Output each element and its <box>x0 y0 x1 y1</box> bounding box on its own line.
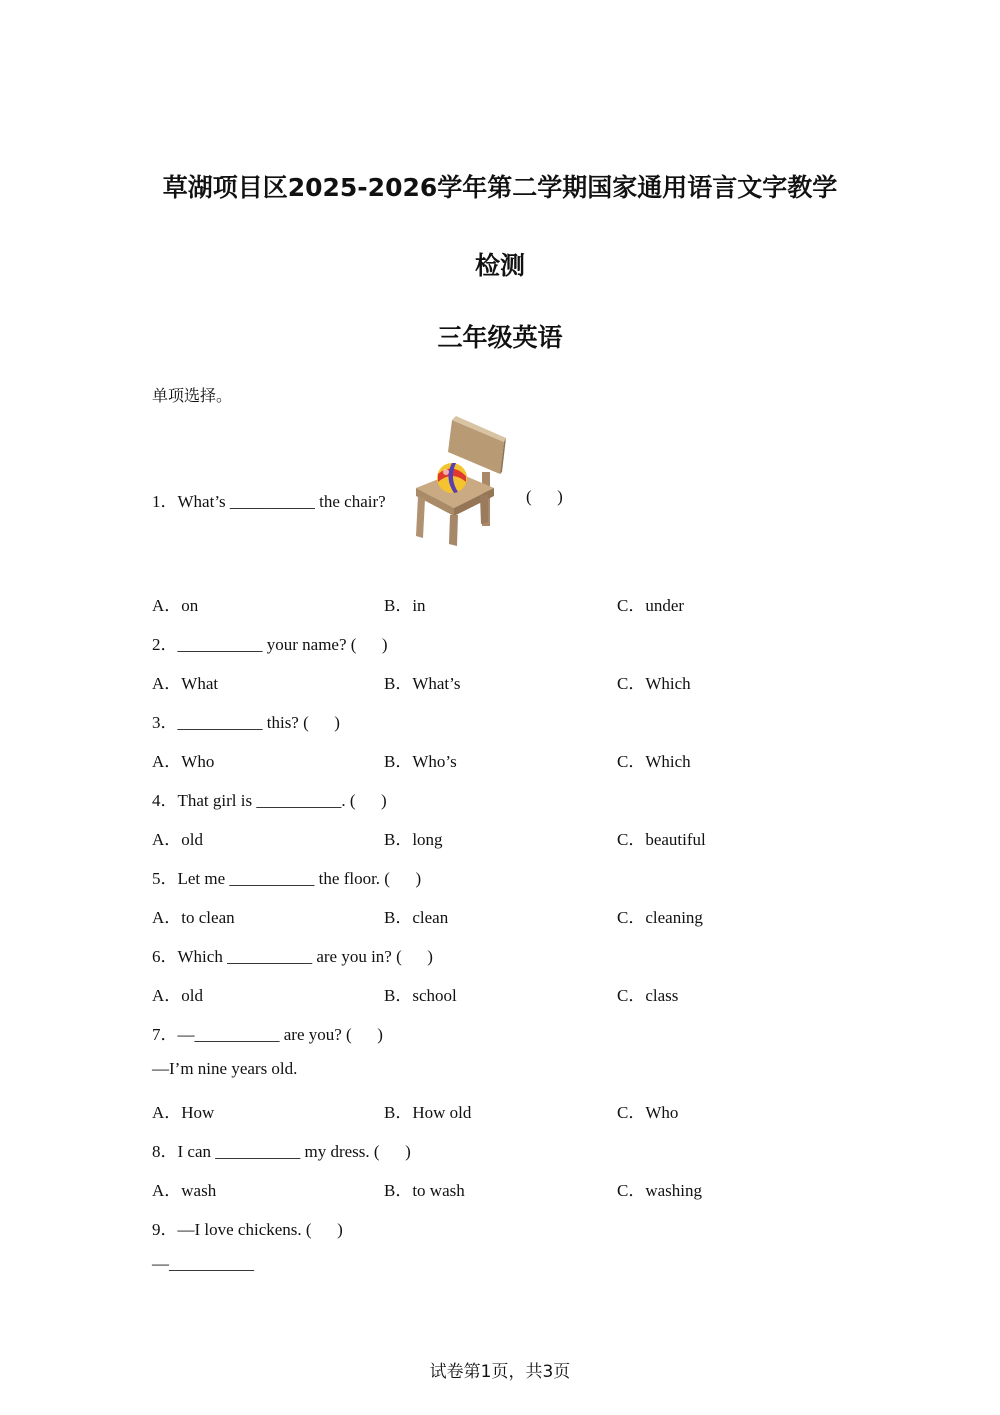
q7-option-a[interactable]: A．How <box>152 1103 215 1122</box>
page-footer: 试卷第1页，共3页 <box>429 1362 571 1382</box>
q6-option-a[interactable]: A．old <box>152 986 203 1005</box>
q5-option-a[interactable]: A．to clean <box>152 908 235 927</box>
q6-option-c[interactable]: C．class <box>617 986 679 1005</box>
q4-option-a[interactable]: A．old <box>152 830 203 849</box>
question-3-stem: 3．__________ this? ( ) <box>152 713 340 732</box>
page-title-line1: 草湖项目区2025-2026学年第二学期国家通用语言文字教学 <box>162 173 838 202</box>
q3-option-c[interactable]: C．Which <box>617 752 691 771</box>
page-subtitle: 三年级英语 <box>437 323 563 352</box>
q3-option-b[interactable]: B．Who’s <box>384 752 457 771</box>
q7-option-c[interactable]: C．Who <box>617 1103 679 1122</box>
q1-option-b[interactable]: B．in <box>384 596 426 615</box>
q1-option-c[interactable]: C．under <box>617 596 685 615</box>
page-title-line2: 检测 <box>474 251 525 280</box>
q4-option-b[interactable]: B．long <box>384 830 443 849</box>
question-5-stem: 5．Let me __________ the floor. ( ) <box>152 869 422 888</box>
chair-with-ball-image <box>408 416 508 548</box>
q2-option-a[interactable]: A．What <box>152 674 219 693</box>
q8-option-c[interactable]: C．washing <box>617 1181 702 1200</box>
question-4-stem: 4．That girl is __________. ( ) <box>152 791 387 810</box>
q3-option-a[interactable]: A．Who <box>152 752 215 771</box>
question-7-reply: —I’m nine years old. <box>152 1059 298 1078</box>
q8-option-a[interactable]: A．wash <box>152 1181 217 1200</box>
question-7-stem: 7．—__________ are you? ( ) <box>152 1025 383 1044</box>
q2-option-b[interactable]: B．What’s <box>384 674 461 693</box>
question-6-stem: 6．Which __________ are you in? ( ) <box>152 947 433 966</box>
question-9-reply: —__________ <box>152 1254 254 1273</box>
q7-option-b[interactable]: B．How old <box>384 1103 472 1122</box>
q5-option-b[interactable]: B．clean <box>384 908 449 927</box>
section-label: 单项选择。 <box>152 386 233 405</box>
q4-option-c[interactable]: C．beautiful <box>617 830 706 849</box>
q8-option-b[interactable]: B．to wash <box>384 1181 465 1200</box>
question-9-stem: 9．—I love chickens. ( ) <box>152 1220 343 1239</box>
q1-option-a[interactable]: A．on <box>152 596 199 615</box>
question-8-stem: 8．I can __________ my dress. ( ) <box>152 1142 411 1161</box>
question-2-stem: 2．__________ your name? ( ) <box>152 635 388 654</box>
q6-option-b[interactable]: B．school <box>384 986 457 1005</box>
q2-option-c[interactable]: C．Which <box>617 674 691 693</box>
question-1-stem: 1．What’s __________ the chair? <box>152 492 386 511</box>
question-1-answer-bracket: ( ) <box>526 487 563 506</box>
q5-option-c[interactable]: C．cleaning <box>617 908 703 927</box>
